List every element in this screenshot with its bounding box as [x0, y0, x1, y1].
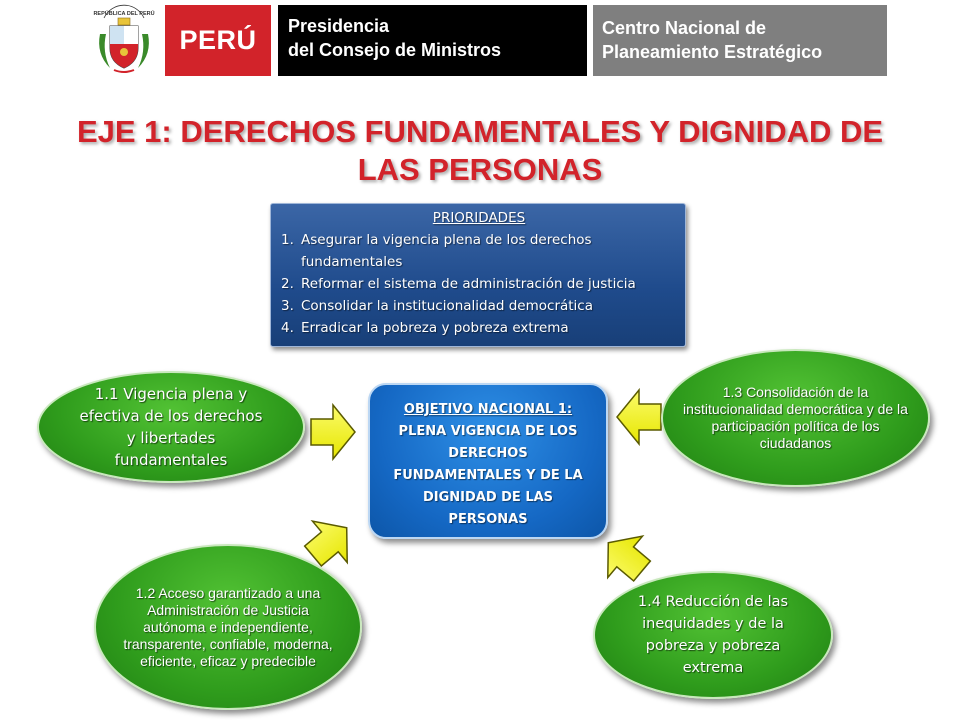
pcm-line2: del Consejo de Ministros	[288, 40, 502, 60]
arrow-right-icon	[311, 405, 355, 459]
priority-text: Asegurar la vigencia plena de los derechos fundamentales	[301, 232, 592, 270]
objective-text: PLENA VIGENCIA DE LOS DERECHOS FUNDAMENTALES Y DE LA DIGNIDAD DE LAS PERSONAS	[393, 424, 583, 527]
arrow-left-icon	[617, 390, 661, 444]
ceplan-line1: Centro Nacional de	[602, 18, 767, 38]
objective-1-3-ellipse	[661, 349, 930, 487]
objective-1-2-ellipse	[94, 544, 362, 710]
objective-1-3-text: 1.3 Consolidación de la institucionalidad democrática y de la participación política de los ciudadanos	[683, 384, 908, 451]
priority-item	[281, 229, 677, 273]
priority-item	[281, 295, 677, 317]
priorities-box	[270, 203, 686, 347]
priorities-heading: PRIORIDADES	[432, 210, 526, 226]
ceplan-line2: Planeamiento Estratégico	[602, 42, 823, 62]
objective-heading: OBJETIVO NACIONAL 1:	[403, 402, 573, 417]
priority-item	[281, 317, 677, 339]
page-title	[40, 113, 920, 189]
priority-text: Erradicar la pobreza y pobreza extrema	[301, 320, 569, 336]
objective-1-4-ellipse	[593, 571, 833, 699]
priority-number: 1.	[281, 232, 294, 248]
peru-label: PERÚ	[179, 25, 257, 55]
priority-text: Consolidar la institucionalidad democrática	[301, 298, 594, 314]
national-objective-box	[368, 383, 608, 539]
priority-item	[281, 273, 677, 295]
title-line1: EJE 1: DERECHOS FUNDAMENTALES Y DIGNIDAD DE	[76, 114, 884, 149]
objective-1-4-text: 1.4 Reducción de las inequidades y de la pobreza y pobreza extrema	[637, 594, 789, 676]
pcm-line1: Presidencia	[288, 16, 390, 36]
peru-brand-box	[165, 5, 271, 76]
priority-number: 2.	[281, 276, 294, 292]
title-line2: LAS PERSONAS	[357, 152, 603, 187]
pcm-brand-box	[278, 5, 587, 76]
svg-text:REPÚBLICA DEL PERÚ: REPÚBLICA DEL PERÚ	[93, 11, 155, 17]
ceplan-brand-box	[593, 5, 887, 76]
priority-number: 3.	[281, 298, 294, 314]
priority-text: Reformar el sistema de administración de justicia	[301, 276, 636, 292]
priority-number: 4.	[281, 320, 294, 336]
objective-1-1-ellipse	[37, 371, 305, 483]
objective-1-1-text: 1.1 Vigencia plena y efectiva de los derechos y libertades fundamentales	[79, 385, 263, 469]
peru-coat-of-arms	[88, 4, 160, 76]
objective-1-2-text: 1.2 Acceso garantizado a una Administración de Justicia autónoma e independiente, transparente, confiable, moderna, eficiente, eficaz y predecible	[123, 584, 333, 669]
